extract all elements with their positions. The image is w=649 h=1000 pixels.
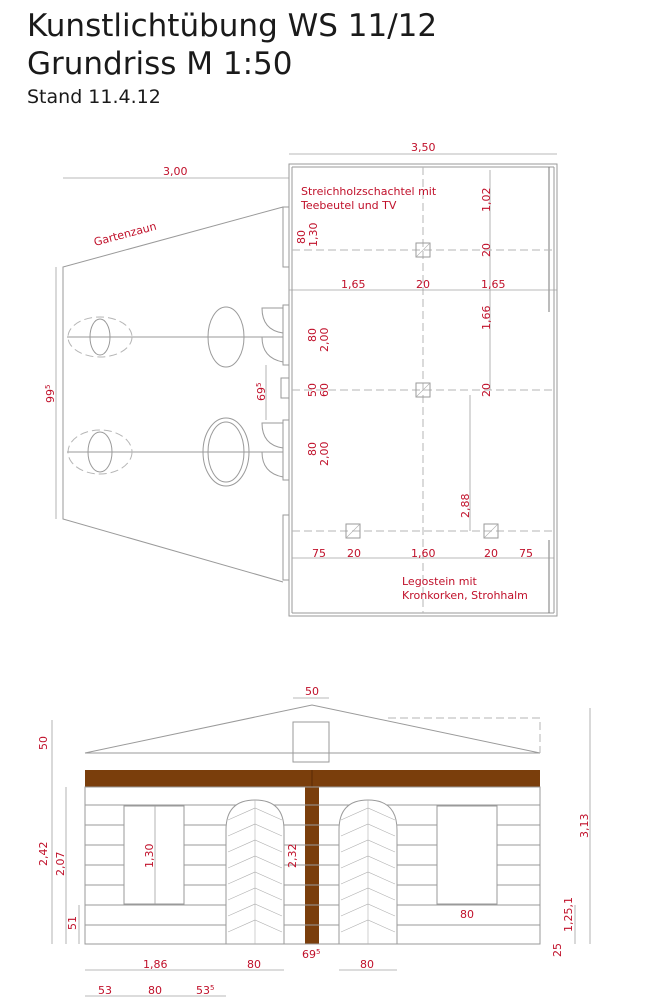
garden-fence-label: Gartenzaun (92, 219, 158, 249)
dim-right-125: 1,25,1 (562, 897, 575, 932)
dim-left-51: 51 (66, 916, 79, 930)
dim-bottom-75-right: 75 (519, 547, 533, 560)
dim-total-width: 3,50 (411, 141, 436, 154)
dim-mid-50: 50 (306, 383, 319, 397)
door-opening-2 (283, 420, 289, 480)
dim-bottom-20-left: 20 (347, 547, 361, 560)
dim-upper-window-80: 80 (295, 230, 308, 244)
opening-mid (281, 378, 289, 398)
door-opening-1 (283, 305, 289, 365)
dim-bottom-75-left: 75 (312, 547, 326, 560)
dim-left-207: 2,07 (54, 851, 67, 876)
elevation (37, 685, 591, 997)
dim-row2-535: $53^5$ (196, 984, 215, 997)
dim-left-995: $99^5$ (44, 384, 57, 403)
dim-left-695: $69^5$ (255, 382, 268, 401)
dim-door2-200: 2,00 (318, 441, 331, 466)
dim-left-995-group (44, 385, 57, 403)
dim-right-288: 2,88 (459, 493, 472, 518)
dim-top-50: 50 (305, 685, 319, 698)
dim-door2-80: 80 (306, 442, 319, 456)
dim-row-20-mid: 20 (416, 278, 430, 291)
gable-roof (85, 705, 540, 753)
drawing-title: Kunstlichtübung WS 11/12 (27, 8, 438, 44)
window-right (437, 806, 497, 904)
floor-plan (44, 141, 557, 616)
dim-row-165-right: 1,65 (481, 278, 506, 291)
dim-upper-window-130: 1,30 (307, 222, 320, 247)
dim-door1-200: 2,00 (318, 327, 331, 352)
window-bottom (283, 515, 289, 580)
note-bottom-line2: Kronkorken, Strohhalm (402, 589, 528, 602)
door-swing-2a (262, 423, 283, 448)
dim-row2-80: 80 (148, 984, 162, 997)
dim-mid-166: 1,66 (480, 305, 493, 330)
dim-bottom-695: $69^5$ (302, 948, 321, 961)
dim-bottom-20-right: 20 (484, 547, 498, 560)
dim-right-313: 3,13 (578, 813, 591, 838)
dim-garden-width: 3,00 (163, 165, 188, 178)
dim-window-130: 1,30 (143, 843, 156, 868)
dim-window-right-80: 80 (460, 908, 474, 921)
dim-left-242: 2,42 (37, 841, 50, 866)
dim-upper-col-20: 20 (480, 243, 493, 257)
garden-fence-outline (63, 207, 283, 582)
window-top (283, 207, 289, 267)
door-swing-1b (262, 337, 283, 362)
drawing-date: Stand 11.4.12 (27, 86, 161, 108)
dim-bottom-186: 1,86 (143, 958, 168, 971)
dim-bottom-80-left: 80 (247, 958, 261, 971)
dim-bottom-160: 1,60 (411, 547, 436, 560)
door-swing-2b (262, 452, 283, 477)
dim-right-25: 25 (551, 943, 564, 957)
note-top-line1: Streichholzschachtel mit (301, 185, 437, 198)
dim-bottom-80-right: 80 (360, 958, 374, 971)
dim-mid-60: 60 (318, 383, 331, 397)
door-swing-1a (262, 308, 283, 333)
dim-column-232: 2,32 (286, 843, 299, 868)
gable-window (293, 722, 329, 762)
dim-door1-80: 80 (306, 328, 319, 342)
drawing-subtitle: Grundriss M 1:50 (27, 46, 293, 82)
note-bottom-line1: Legostein mit (402, 575, 477, 588)
dim-row-165-left: 1,65 (341, 278, 366, 291)
dim-mid-col-20: 20 (480, 383, 493, 397)
note-top-line2: Teebeutel und TV (301, 199, 397, 212)
dim-row2-53: 53 (98, 984, 112, 997)
dim-left-50: 50 (37, 736, 50, 750)
dim-top-right-height: 1,02 (480, 187, 493, 212)
